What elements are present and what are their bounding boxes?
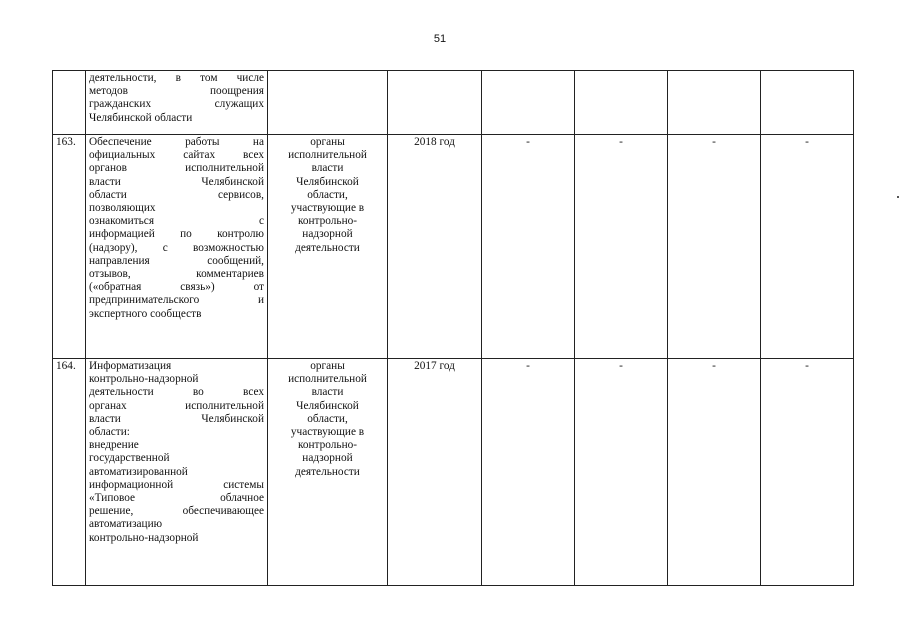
measure-description [86, 71, 268, 135]
description-line: позволяющих [89, 202, 156, 215]
executor-line: участвующие в [290, 426, 365, 439]
executor-line: области, [307, 412, 348, 425]
measure-description [86, 135, 268, 359]
description-line: методов поощрения [89, 85, 264, 98]
row-number: 163. [53, 135, 86, 359]
indicator-value: - [668, 135, 761, 359]
description-line: контрольно-надзорной [89, 373, 199, 386]
description-line: гражданских служащих [89, 98, 264, 111]
description-line: Обеспечение работы на [89, 136, 264, 148]
term [388, 71, 482, 135]
description-line: области сервисов, [89, 188, 264, 201]
description-line: направления сообщений, [89, 254, 264, 267]
description-line: власти Челябинской [89, 175, 264, 188]
executor-line: надзорной [302, 452, 353, 465]
description-line: деятельности во всех [89, 386, 264, 399]
indicator-value [668, 71, 761, 135]
description-line: Челябинской области [89, 111, 193, 124]
indicator-value: - [761, 359, 854, 586]
term: 2018 год [388, 135, 482, 359]
description-line: власти Челябинской [89, 412, 264, 425]
description-line: предпринимательского и [89, 294, 264, 307]
description-line: деятельности, в том числе [89, 72, 264, 84]
measure-description [86, 359, 268, 586]
indicator-value: - [482, 359, 575, 586]
indicator-value [482, 71, 575, 135]
description-line: («обратная связь») от [89, 281, 264, 294]
measures-table [52, 70, 854, 586]
description-line: государственной [89, 452, 170, 465]
description-line: автоматизированной [89, 465, 188, 478]
executor-line: контрольно- [297, 215, 358, 228]
executor-line: исполнительной [288, 373, 367, 386]
description-line: отзывов, комментариев [89, 268, 264, 281]
description-line: ознакомиться с [89, 215, 264, 228]
description-line: органах исполнительной [89, 399, 264, 412]
description-line: Информатизация [89, 360, 172, 372]
indicator-value: - [761, 135, 854, 359]
executor-line: органы [310, 360, 345, 372]
executor-line: органы [310, 136, 345, 148]
row-number: 164. [53, 359, 86, 586]
description-line: «Типовое облачное [89, 492, 264, 505]
description-line: контрольно-надзорной [89, 531, 199, 544]
executor-line: Челябинской [296, 175, 359, 188]
indicator-value [761, 71, 854, 135]
description-line: автоматизацию [89, 518, 163, 531]
indicator-value [575, 71, 668, 135]
page-number: 51 [433, 33, 447, 45]
scan-mark [897, 196, 899, 198]
description-line: экспертного сообществ [89, 307, 202, 320]
indicator-value: - [482, 135, 575, 359]
executor [268, 71, 388, 135]
term: 2017 год [388, 359, 482, 586]
description-line: информацией по контролю [89, 228, 264, 241]
description-line: информационной системы [89, 478, 264, 491]
row-number [53, 71, 86, 135]
executor-line: участвующие в [290, 202, 365, 215]
indicator-value: - [575, 359, 668, 586]
description-line: официальных сайтах всех [89, 149, 264, 162]
executor-line: деятельности [295, 465, 360, 478]
executor-line: контрольно- [297, 439, 358, 452]
executor-line: деятельности [295, 241, 360, 254]
description-line: органов исполнительной [89, 162, 264, 175]
executor-line: власти [311, 386, 344, 399]
executor-line: надзорной [302, 228, 353, 241]
table-row [53, 359, 854, 586]
executor-line: исполнительной [288, 149, 367, 162]
executor [268, 135, 388, 359]
table-row [53, 135, 854, 359]
table-row [53, 71, 854, 135]
executor-line: Челябинской [296, 399, 359, 412]
executor-line: власти [311, 162, 344, 175]
executor [268, 359, 388, 586]
description-line: области: [89, 426, 130, 439]
description-line: решение, обеспечивающее [89, 505, 264, 518]
executor-line: области, [307, 188, 348, 201]
indicator-value: - [668, 359, 761, 586]
indicator-value: - [575, 135, 668, 359]
description-line: (надзору), с возможностью [89, 241, 264, 254]
description-line: внедрение [89, 439, 139, 452]
